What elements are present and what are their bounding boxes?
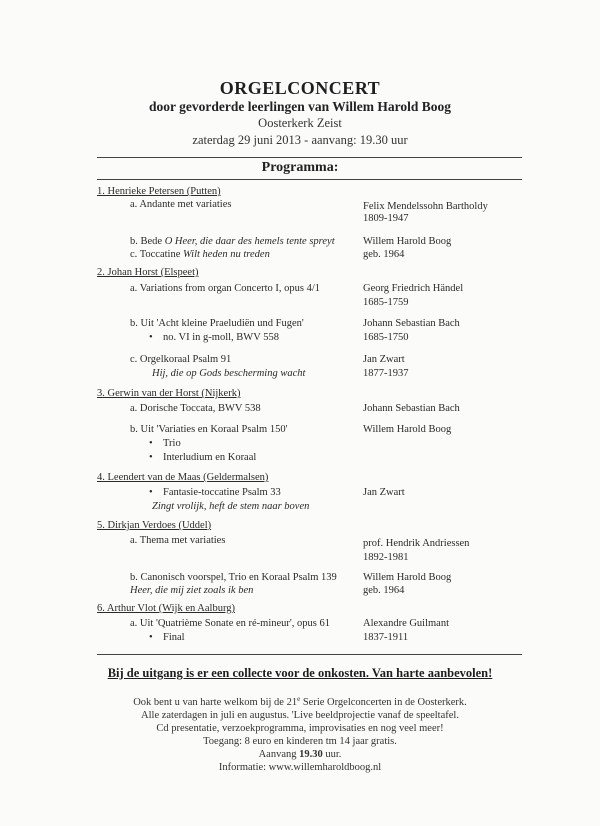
footer-info: [0, 693, 600, 774]
piece-4-text: Zingt vrolijk, heft de stem naar boven: [152, 501, 310, 512]
piece-6a: a. Uit 'Quatrième Sonate en ré-mineur', opus 61: [130, 618, 331, 629]
years-5a: 1892-1981: [363, 552, 409, 563]
years-1a: 1809-1947: [363, 213, 409, 224]
composer-4: Jan Zwart: [363, 487, 405, 498]
composer-1b: Willem Harold Boog: [363, 236, 452, 247]
concert-header: [0, 78, 600, 149]
piece-2c: c. Orgelkoraal Psalm 91: [130, 354, 232, 365]
composer-2a: Georg Friedrich Händel: [363, 283, 464, 294]
composer-6a: Alexandre Guilmant: [363, 618, 450, 629]
composer-2c: Jan Zwart: [363, 354, 405, 365]
divider-programma: [97, 179, 522, 180]
piece-3b: b. Uit 'Variaties en Koraal Psalm 150': [130, 424, 288, 435]
composer-5b: Willem Harold Boog: [363, 572, 452, 583]
years-2c: 1877-1937: [363, 368, 409, 379]
performer-1: 1. Henrieke Petersen (Putten): [97, 186, 221, 197]
piece-1a: a. Andante met variaties: [130, 199, 232, 210]
footer-line-5: Aanvang 19.30 uur.: [258, 749, 342, 760]
composer-5a: prof. Hendrik Andriessen: [363, 538, 470, 549]
years-5b: geb. 1964: [363, 585, 405, 596]
composer-1a: Felix Mendelssohn Bartholdy: [363, 201, 488, 212]
composer-3b: Willem Harold Boog: [363, 424, 452, 435]
footer-line-4: Toegang: 8 euro en kinderen tm 14 jaar gratis.: [203, 736, 397, 747]
concert-title: ORGELCONCERT: [219, 78, 381, 98]
footer-line-3: Cd presentatie, verzoekprogramma, improvisaties en nog veel meer!: [156, 723, 444, 734]
performer-3: 3. Gerwin van der Horst (Nijkerk): [97, 388, 241, 399]
piece-3b-bullet-2: • Interludium en Koraal: [97, 452, 256, 464]
divider-top: [97, 157, 522, 158]
piece-4-bullet: • Fantasie-toccatine Psalm 33: [97, 487, 281, 499]
footer-line-2: Alle zaterdagen in juli en augustus. 'Live beeldprojectie vanaf de speeltafel.: [141, 710, 459, 721]
piece-1c: c. Toccatine Wilt heden nu treden: [130, 249, 270, 260]
piece-2b-bullet: • no. VI in g-moll, BWV 558: [97, 332, 279, 344]
performer-2: 2. Johan Horst (Elspeet): [97, 267, 199, 278]
performer-5: 5. Dirkjan Verdoes (Uddel): [97, 520, 212, 531]
performer-6: 6. Arthur Vlot (Wijk en Aalburg): [97, 603, 236, 614]
collecte-notice: Bij de uitgang is er een collecte voor de onkosten. Van harte aanbevolen!: [107, 666, 493, 680]
piece-2c-text: Hij, die op Gods bescherming wacht: [152, 368, 306, 379]
piece-6a-bullet: • Final: [97, 632, 185, 644]
venue: Oosterkerk Zeist: [258, 116, 342, 130]
date-time: zaterdag 29 juni 2013 - aanvang: 19.30 uur: [192, 133, 408, 147]
years-1b: geb. 1964: [363, 249, 405, 260]
piece-5a: a. Thema met variaties: [130, 535, 226, 546]
performer-4: 4. Leendert van de Maas (Geldermalsen): [97, 472, 269, 483]
years-2a: 1685-1759: [363, 297, 409, 308]
piece-3b-bullet-1: • Trio: [97, 438, 181, 450]
programma-heading: Programma:: [261, 160, 339, 175]
years-6a: 1837-1911: [363, 632, 409, 643]
piece-1b: b. Bede O Heer, die daar des hemels tente spreyt: [130, 236, 335, 247]
piece-5b: b. Canonisch voorspel, Trio en Koraal Psalm 139: [130, 572, 337, 583]
composer-3a: Johann Sebastian Bach: [363, 403, 460, 414]
footer-line-6: Informatie: www.willemharoldboog.nl: [218, 762, 382, 773]
footer-line-1: Ook bent u van harte welkom bij de 21e Serie Orgelconcerten in de Oosterkerk.: [133, 695, 467, 708]
concert-subtitle: door gevorderde leerlingen van Willem Harold Boog: [149, 99, 451, 114]
years-2b: 1685-1750: [363, 332, 409, 343]
piece-2a: a. Variations from organ Concerto I, opus 4/1: [130, 283, 321, 294]
piece-2b: b. Uit 'Acht kleine Praeludiën und Fugen': [130, 318, 304, 329]
divider-bottom: [97, 654, 522, 655]
composer-2b: Johann Sebastian Bach: [363, 318, 460, 329]
piece-5b-text: Heer, die mij ziet zoals ik ben: [130, 585, 254, 596]
piece-3a: a. Dorische Toccata, BWV 538: [130, 403, 261, 414]
